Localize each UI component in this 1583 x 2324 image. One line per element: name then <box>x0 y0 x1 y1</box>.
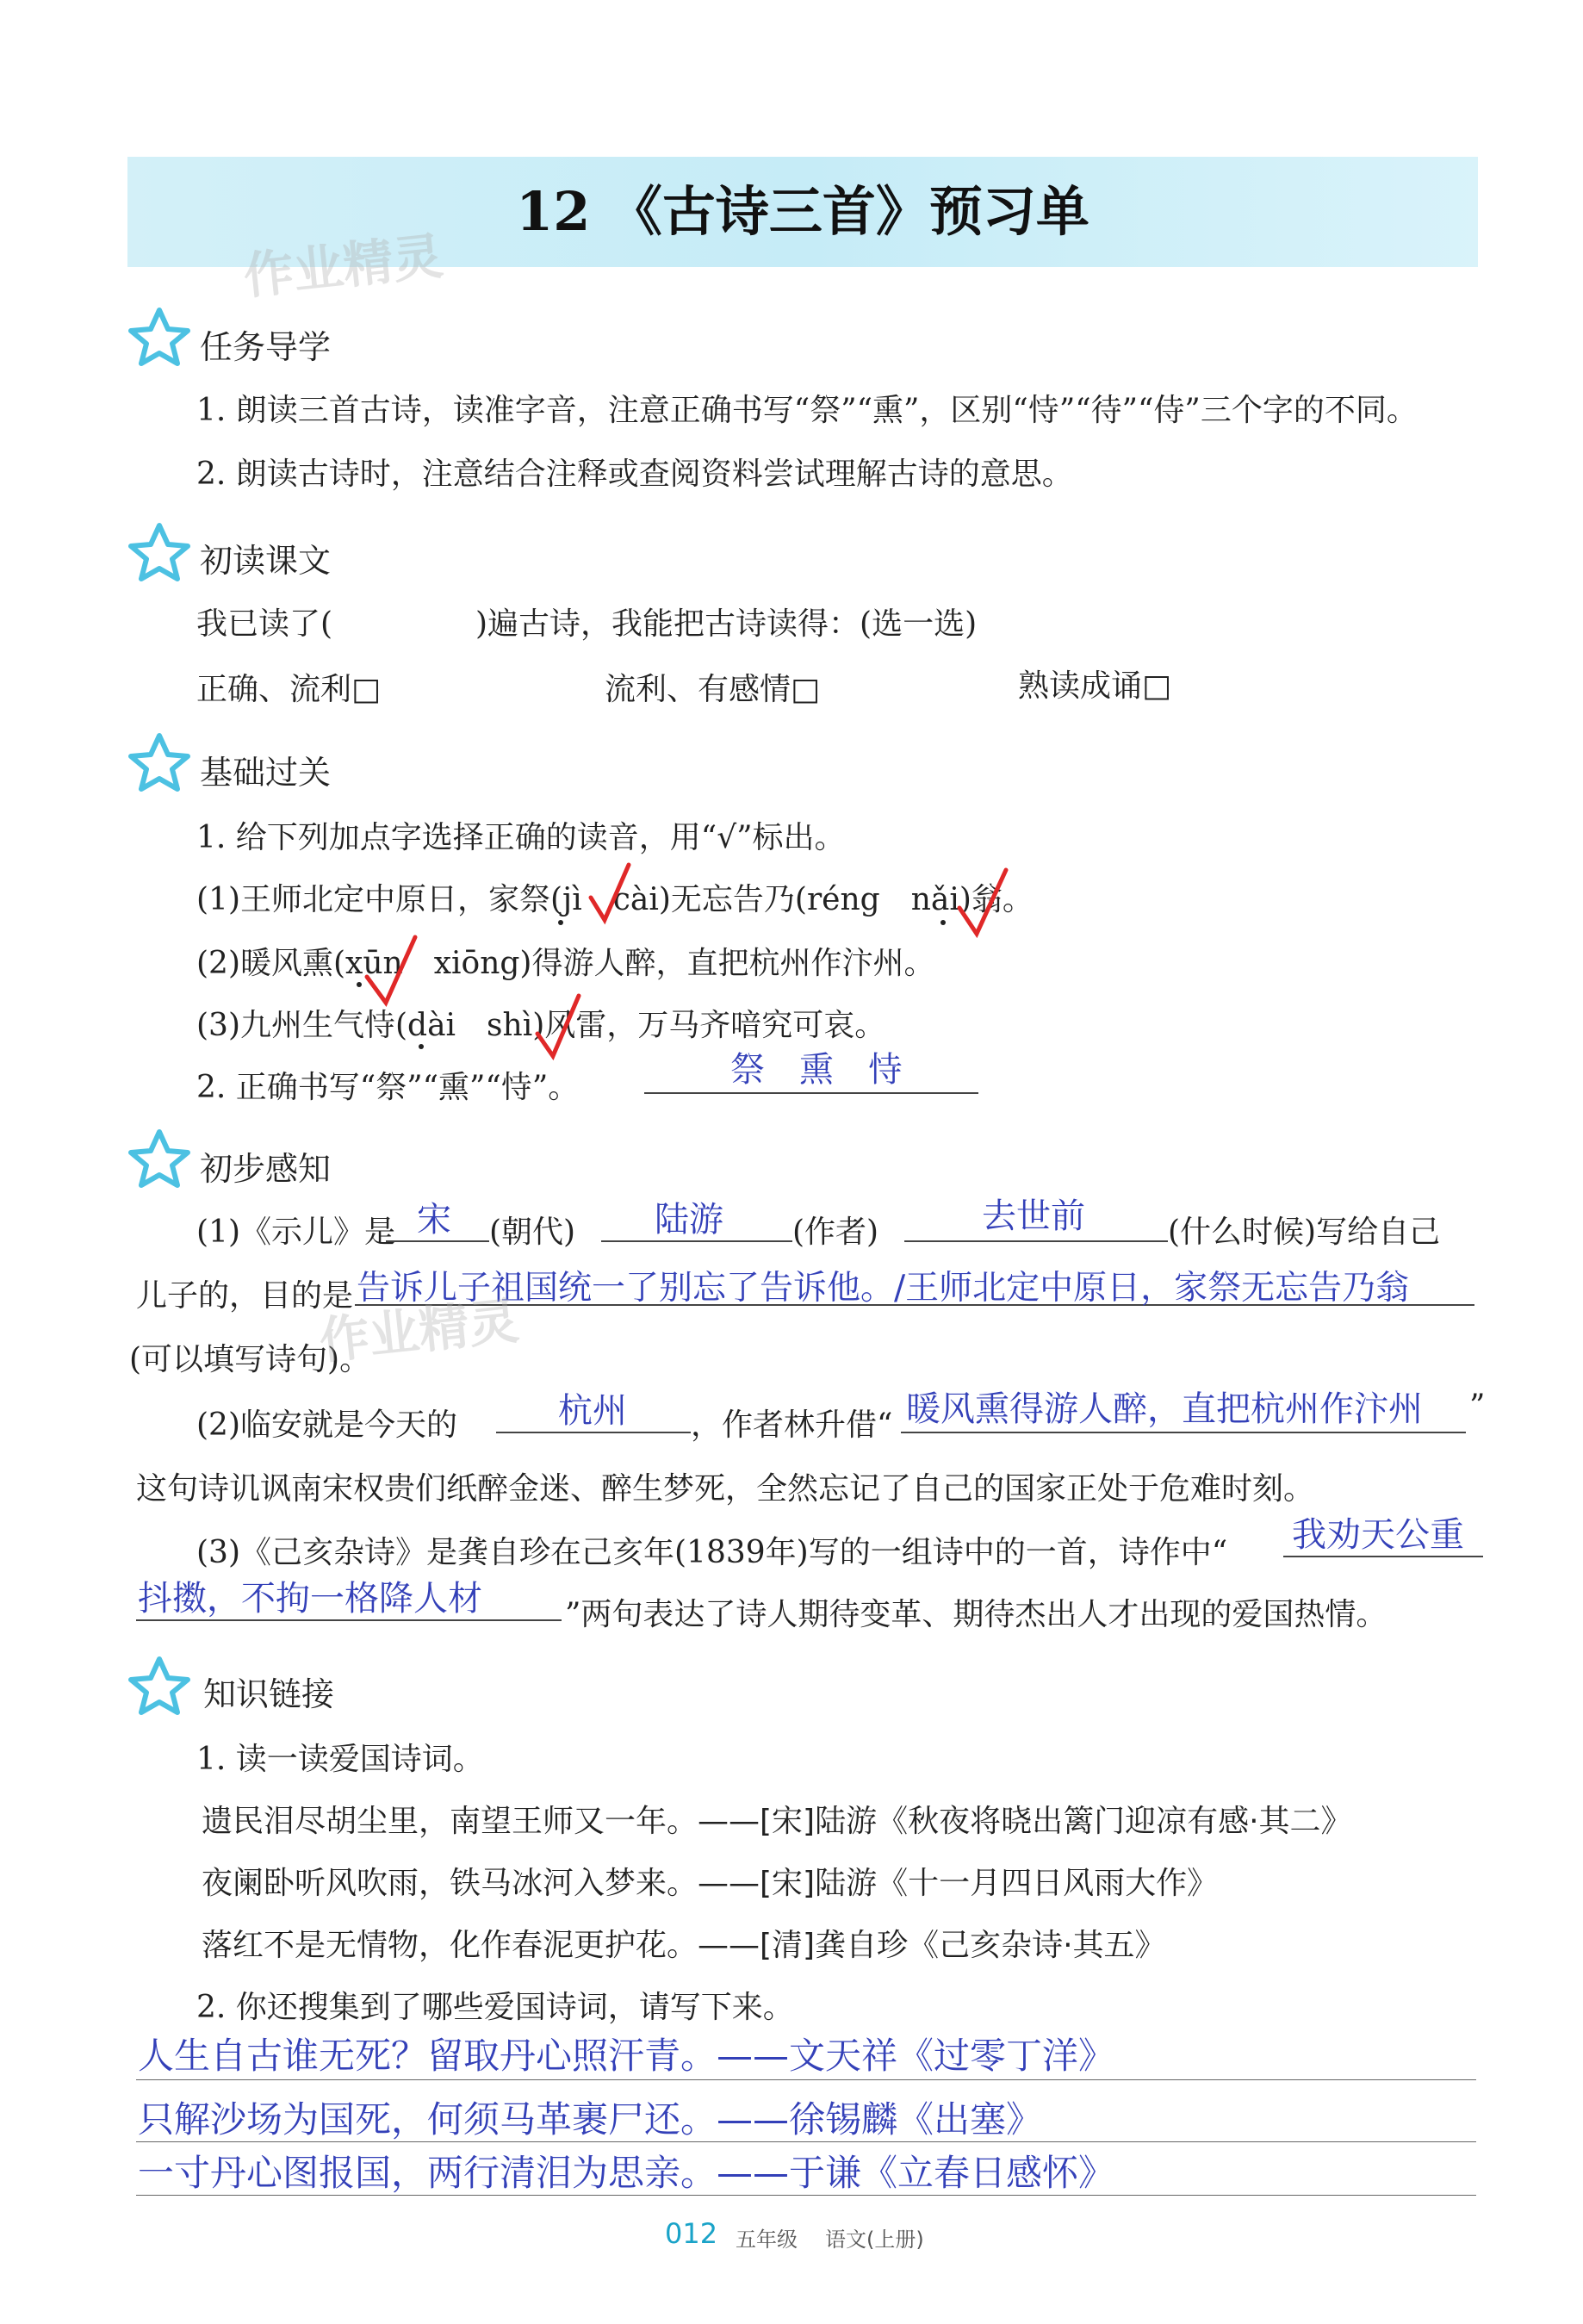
perception-p3-a: (3)《己亥杂诗》是龚自珍在己亥年(1839年)写的一组诗中的一首，诗作中“ <box>196 1535 1228 1570</box>
perception-p2-b: ，作者林升借“ <box>691 1407 893 1443</box>
handwritten-answer: 祭 熏 恃 <box>730 1050 903 1090</box>
grade-label: 五年级 <box>736 2228 798 2252</box>
read-count-suffix: )遍古诗，我能把古诗读得：(选一选) <box>475 606 978 642</box>
perception-p1-a: (1)《示儿》是 <box>196 1215 395 1250</box>
option-2[interactable]: 流利、有感情□ <box>605 672 821 707</box>
basics-q2: 2. 正确书写“祭”“熏”“恃”。 <box>196 1070 580 1105</box>
handwritten-poem-line: 暖风熏得游人醉，直把杭州作汴州 <box>906 1389 1423 1429</box>
checkmark-icon <box>532 991 584 1063</box>
perception-p1-d: (什么时候)写给自己 <box>1168 1215 1441 1250</box>
perception-p1-f: (可以填写诗句)。 <box>129 1342 371 1377</box>
task-item-2: 2. 朗读古诗时，注意结合注释或查阅资料尝试理解古诗的意思。 <box>196 457 1073 492</box>
task-item-1: 1. 朗读三首古诗，读准字音，注意正确书写“祭”“熏”，区别“恃”“待”“侍”三个字的不同。 <box>196 393 1418 428</box>
handwritten-city: 杭州 <box>558 1391 627 1431</box>
star-icon <box>127 307 191 367</box>
emphasis-dot <box>940 920 946 925</box>
handwritten-poem-3: 一寸丹心图报国，两行清泪为思亲。——于谦《立春日感怀》 <box>138 2152 1115 2194</box>
perception-p1-e: 儿子的，目的是 <box>136 1278 354 1314</box>
perception-p3-b: ”两句表达了诗人期待变革、期待杰出人才出现的爱国热情。 <box>565 1597 1387 1632</box>
handwritten-poem-2: 只解沙场为国死，何须马革裹尸还。——徐锡麟《出塞》 <box>138 2098 1043 2141</box>
page-number: 012 <box>665 2217 718 2250</box>
perception-p1-b: (朝代) <box>489 1215 576 1250</box>
emphasis-dot <box>558 920 563 925</box>
perception-p2-a: (2)临安就是今天的 <box>196 1407 457 1443</box>
section-title-basics: 基础过关 <box>200 754 332 792</box>
star-icon <box>127 1128 191 1189</box>
handwritten-time: 去世前 <box>982 1196 1085 1236</box>
star-icon <box>127 1656 191 1716</box>
handwritten-purpose: 告诉儿子祖国统一了别忘了告诉他。/王师北定中原日，家祭无忘告乃翁 <box>357 1269 1410 1308</box>
answer-line <box>901 1432 1466 1433</box>
pinyin-line-3: (3)九州生气恃(dài shì)风雷，万马齐喑究可哀。 <box>196 1008 886 1043</box>
poem-line-3: 落红不是无情物，化作春泥更护花。——[清]龚自珍《己亥杂诗·其五》 <box>202 1928 1166 1963</box>
star-icon <box>127 732 191 792</box>
section-title-perception: 初步感知 <box>200 1150 332 1188</box>
answer-line <box>644 1092 978 1094</box>
basics-q1: 1. 给下列加点字选择正确的读音，用“√”标出。 <box>196 820 846 855</box>
poem-line-2: 夜阑卧听风吹雨，铁马冰河入梦来。——[宋]陆游《十一月四日风雨大作》 <box>202 1866 1219 1901</box>
perception-p2-d: 这句诗讥讽南宋权贵们纸醉金迷、醉生梦死，全然忘记了自己的国家正处于危难时刻。 <box>136 1471 1315 1507</box>
perception-p2-c: ” <box>1469 1389 1486 1424</box>
page-title: 12 《古诗三首》预习单 <box>516 180 1089 243</box>
handwritten-author: 陆游 <box>655 1200 723 1240</box>
option-3[interactable]: 熟读成诵□ <box>1018 668 1172 704</box>
perception-p1-c: (作者) <box>792 1215 879 1250</box>
handwritten-poem-part1: 我劝天公重 <box>1292 1515 1464 1555</box>
watermark: 作业精灵 <box>316 1291 522 1370</box>
read-count-prefix: 我已读了( <box>196 606 333 642</box>
pinyin-line-1: (1)王师北定中原日，家祭(jì cài)无忘告乃(réng nǎi)翁。 <box>196 882 1034 917</box>
checkmark-icon <box>586 860 634 929</box>
answer-line <box>904 1240 1168 1242</box>
checkmark-icon <box>362 930 422 1010</box>
star-icon <box>127 522 191 582</box>
writing-line <box>136 2079 1476 2080</box>
knowledge-q1: 1. 读一读爱国诗词。 <box>196 1742 484 1777</box>
pinyin-line-2: (2)暖风熏(xūn xiōng)得游人醉，直把杭州作汴州。 <box>196 946 935 981</box>
handwritten-poem-part2: 抖擞，不拘一格降人材 <box>138 1579 482 1619</box>
watermark: 作业精灵 <box>240 227 446 306</box>
checkmark-icon <box>954 865 1011 941</box>
option-1[interactable]: 正确、流利□ <box>196 672 382 707</box>
section-title-knowledge: 知识链接 <box>203 1675 335 1713</box>
emphasis-dot <box>419 1044 424 1049</box>
section-title-first-read: 初读课文 <box>200 542 332 580</box>
subject-label: 语文(上册) <box>825 2228 924 2252</box>
knowledge-q2: 2. 你还搜集到了哪些爱国诗词，请写下来。 <box>196 1990 794 2025</box>
handwritten-poem-1: 人生自古谁无死？留取丹心照汗青。——文天祥《过零丁洋》 <box>138 2035 1115 2077</box>
handwritten-dynasty: 宋 <box>417 1200 451 1240</box>
poem-line-1: 遗民泪尽胡尘里，南望王师又一年。——[宋]陆游《秋夜将晓出篱门迎凉有感·其二》 <box>202 1804 1352 1839</box>
section-title-task: 任务导学 <box>200 328 332 366</box>
